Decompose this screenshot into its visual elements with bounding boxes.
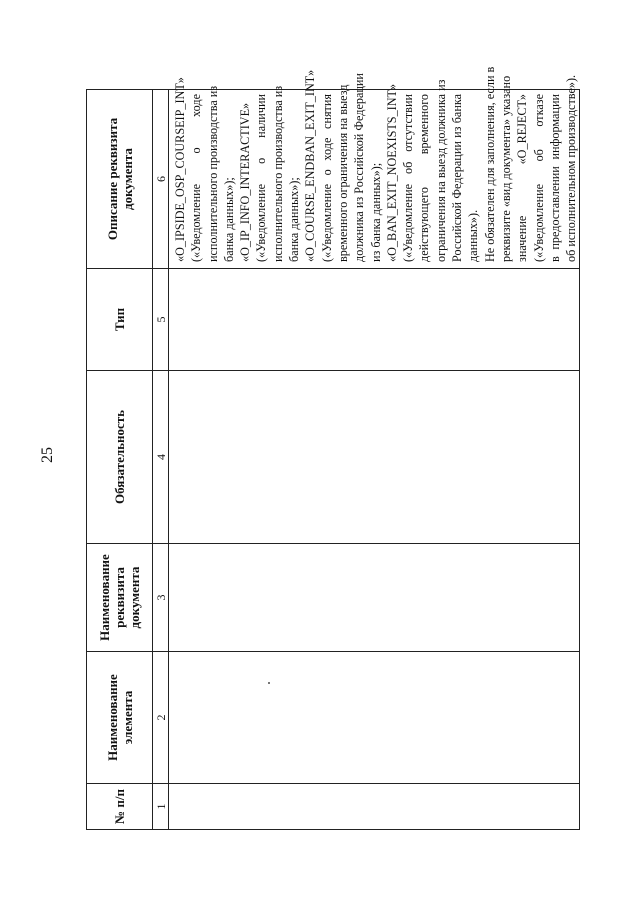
header-requisite-name: Наименование реквизита документа: [87, 544, 153, 652]
cell-element-name: [169, 652, 580, 784]
column-number-row: [153, 90, 169, 830]
description-line: («Уведомление о наличии: [254, 94, 269, 262]
page-number: 25: [39, 447, 56, 463]
description-line: («Уведомление об отсутствии: [401, 94, 416, 262]
table-body-row: [169, 90, 580, 830]
description-line: временного ограничения на выезд: [335, 84, 350, 262]
description-text: [169, 66, 579, 268]
description-line: исполнительного производства из: [205, 85, 220, 262]
header-type: Тип: [87, 269, 153, 371]
table-header-row: [87, 90, 153, 830]
cell-description: [169, 66, 580, 269]
header-description: Описание реквизита документа: [87, 90, 153, 269]
description-line: («Уведомление об отказе: [531, 94, 546, 262]
column-number: 4: [153, 371, 169, 544]
description-line: «O_BAN_EXIT_NOEXISTS_INT»: [384, 83, 399, 262]
description-line: «O_IPSIDE_OSP_COURSEIP_INT»: [173, 77, 187, 262]
description-line: должника из Российской Федерации: [352, 73, 367, 262]
scan-speck: [268, 682, 270, 684]
description-line: Не обязателен для заполнения, если в: [482, 66, 497, 262]
description-line: данных»).: [466, 209, 481, 262]
description-line: банка данных»);: [221, 177, 236, 262]
column-number: 6: [153, 90, 169, 269]
description-line: из банка данных»);: [368, 162, 383, 262]
cell-type: [169, 269, 580, 371]
header-number: № п/п: [87, 784, 153, 830]
description-line: банка данных»);: [287, 177, 302, 262]
description-line: действующего временного: [417, 94, 432, 262]
description-line: значение «O_REJECT»: [515, 94, 530, 262]
column-number: 3: [153, 544, 169, 652]
rotated-table-container: [86, 66, 579, 830]
cell-number: [169, 784, 580, 830]
description-line: реквизите «вид документа» указано: [498, 75, 513, 262]
description-line: ограничения на выезд должника из: [433, 79, 448, 262]
description-line: «O_COURSE_ENDBAN_EXIT_INT»: [303, 69, 318, 262]
description-line: («Уведомление о ходе снятия: [319, 94, 334, 262]
cell-requisite-name: [169, 544, 580, 652]
description-line: об исполнительном производстве»).: [564, 74, 579, 262]
description-line: «O_IP_INFO_INTERACTIVE»: [238, 102, 253, 262]
cell-obligation: [169, 371, 580, 544]
column-number: 5: [153, 269, 169, 371]
header-element-name: Наименование элемента: [87, 652, 153, 784]
column-number: 2: [153, 652, 169, 784]
description-line: в предоставлении информации: [547, 94, 562, 262]
description-line: («Уведомление о ходе: [189, 94, 204, 262]
description-line: Российской Федерации из банка: [450, 94, 465, 262]
requisites-table: [86, 66, 580, 830]
description-line: исполнительного производства из: [270, 85, 285, 262]
column-number: 1: [153, 784, 169, 830]
header-obligation: Обязательность: [87, 371, 153, 544]
